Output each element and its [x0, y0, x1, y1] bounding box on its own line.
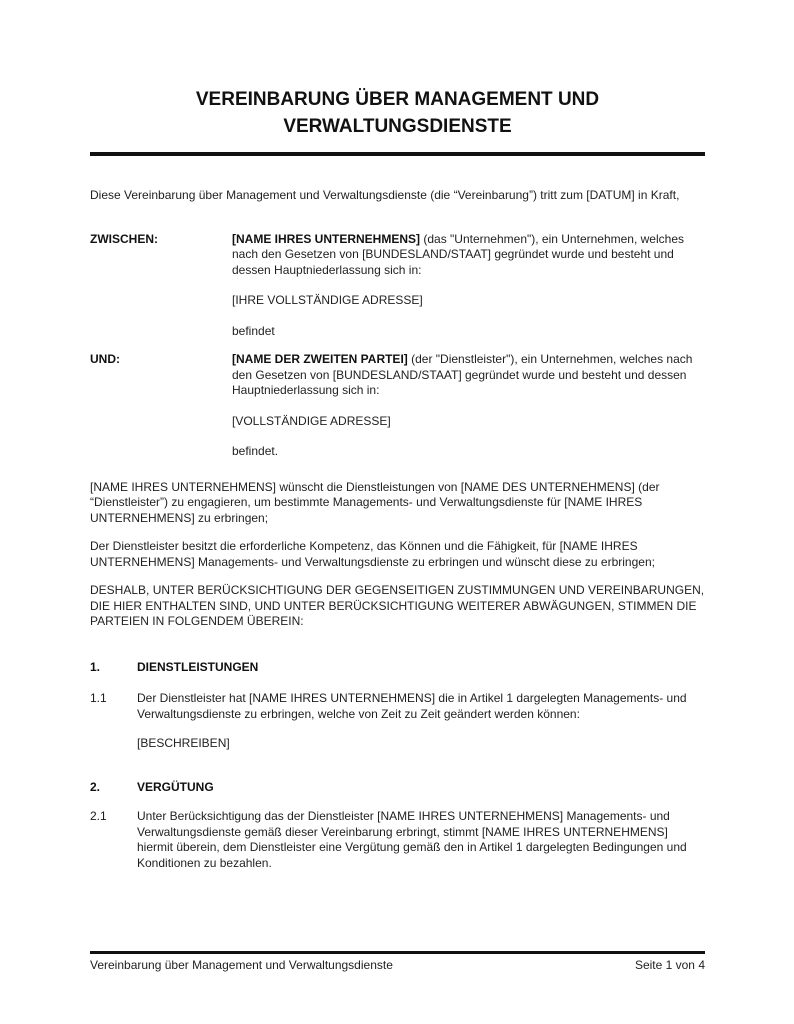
page-footer	[90, 951, 705, 972]
party-block-und	[90, 352, 705, 460]
clause-body	[137, 691, 705, 752]
party-name-placeholder: [NAME DER ZWEITEN PARTEI]	[232, 352, 408, 366]
recital-paragraph: Der Dienstleister besitzt die erforderliche Kompetenz, das Können und die Fähigkeit, für [NAME IHRES UNTERNEHMENS] Managements- und Verwaltungsdienste zu erbringen und wünscht diese zu erbringen;	[90, 539, 655, 569]
footer-text-row	[90, 958, 705, 972]
party-description-text: (der "Dienstleister"), ein Unternehmen, welches nach den Gesetzen von [BUNDESLAND/STAAT] gegründet wurde und besteht und dessen Hauptniederlassung sich in:	[232, 352, 693, 397]
party-label: UND:	[90, 352, 120, 366]
section-heading-dienstleistungen	[90, 660, 705, 676]
section-heading-verguetung	[90, 780, 705, 796]
clause-text: Unter Berücksichtigung das der Dienstleister [NAME IHRES UNTERNEHMENS] Managements- und Verwaltungsdienste gemäß dieser Vereinbarung erbringt, stimmt [NAME IHRES UNTERNEHMENS] hiermit überein, dem Dienstleister eine Vergütung gemäß den in Artikel 1 dargelegten Bedingungen und Konditionen zu bezahlen.	[137, 809, 687, 870]
party-details	[232, 232, 705, 340]
party-address-placeholder: [IHRE VOLLSTÄNDIGE ADRESSE]	[232, 293, 423, 307]
party-name-placeholder: [NAME IHRES UNTERNEHMENS]	[232, 231, 421, 246]
party-tail-text: befindet.	[232, 444, 279, 458]
footer-page-number: Seite 1 von 4	[634, 958, 705, 972]
footer-document-title: Vereinbarung über Management und Verwaltungsdienste	[90, 958, 393, 972]
intro-paragraph: Diese Vereinbarung über Management und Verwaltungsdienste (die “Vereinbarung”) tritt zum [DATUM] in Kraft,	[90, 188, 680, 202]
title-divider	[90, 152, 705, 156]
clause-number: 1.1	[90, 691, 107, 705]
party-label: ZWISCHEN:	[90, 231, 158, 246]
party-tail-text: befindet	[232, 323, 275, 338]
section-title: DIENSTLEISTUNGEN	[137, 659, 259, 674]
clause-number: 2.1	[90, 809, 107, 823]
section-number: 2.	[90, 779, 101, 794]
footer-divider	[90, 951, 705, 954]
clause-1-1	[90, 691, 705, 752]
section-number: 1.	[90, 659, 101, 674]
section-title: VERGÜTUNG	[137, 779, 214, 794]
clause-text: Der Dienstleister hat [NAME IHRES UNTERNEHMENS] die in Artikel 1 dargelegten Managements- und Verwaltungsdienste zu erbringen, welche von Zeit zu Zeit geändert werden können:	[137, 691, 687, 721]
party-details	[232, 352, 705, 460]
party-description	[232, 352, 705, 399]
party-address-placeholder: [VOLLSTÄNDIGE ADRESSE]	[232, 413, 391, 428]
clause-body	[137, 809, 705, 871]
clause-2-1	[90, 809, 705, 871]
party-description	[232, 232, 705, 279]
party-description-text: (das "Unternehmen"), ein Unternehmen, welches nach den Gesetzen von [BUNDESLAND/STAAT] gegründet wurde und besteht und dessen Hauptniederlassung sich in:	[232, 231, 684, 277]
clause-placeholder: [BESCHREIBEN]	[137, 736, 230, 750]
recital-paragraph: [NAME IHRES UNTERNEHMENS] wünscht die Dienstleistungen von [NAME DES UNTERNEHMENS] (der “Dienstleister”) zu engagieren, um bestimmte Managements- und Verwaltungsdienste für [NAME IHRES UNTERNEHMENS] zu erbringen;	[90, 479, 660, 525]
page-title: VEREINBARUNG ÜBER MANAGEMENT UND VERWALTUNGSDIENSTE	[195, 89, 600, 137]
party-block-zwischen	[90, 232, 705, 340]
recital-paragraph: DESHALB, UNTER BERÜCKSICHTIGUNG DER GEGENSEITIGEN ZUSTIMMUNGEN UND VEREINBARUNGEN, DIE HIER ENTHALTEN SIND, UND UNTER BERÜCKSICHTIGUNG WEITERER ABWÄGUNGEN, STIMMEN DIE PARTEIEN IN FOLGENDEM ÜBEREIN:	[90, 583, 705, 628]
